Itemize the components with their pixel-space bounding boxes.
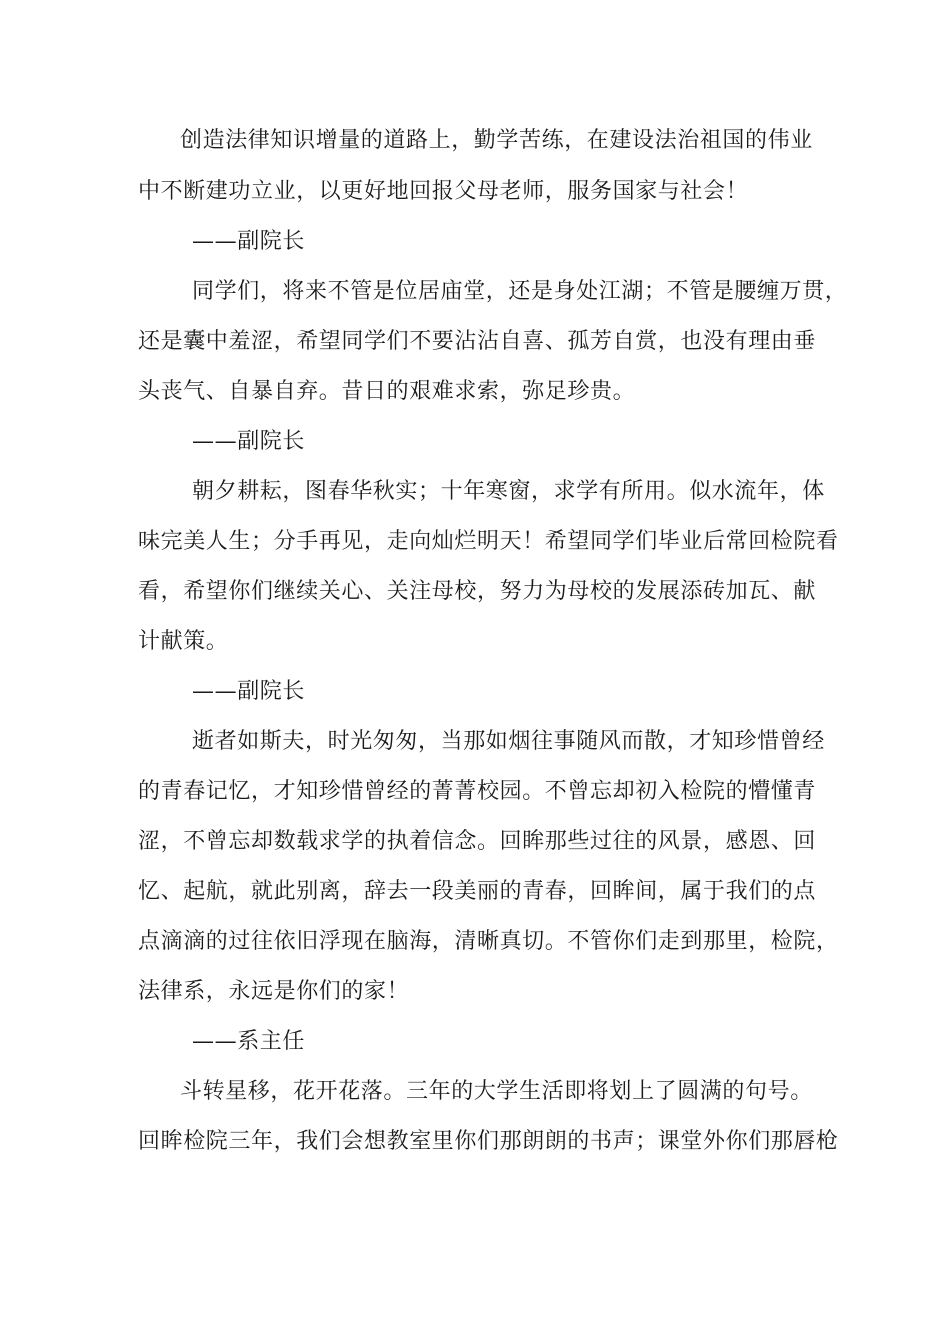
signature-line: ——副院长 <box>192 429 306 454</box>
paragraph-line: 法律系，永远是你们的家！ <box>138 979 410 1004</box>
paragraph-line: 头丧气、自暴自弃。昔日的艰难求索，弥足珍贵。 <box>138 379 636 404</box>
signature-line: ——副院长 <box>192 229 306 254</box>
paragraph-line: 逝者如斯夫，时光匆匆，当那如烟往事随风而散，才知珍惜曾经 <box>192 729 825 754</box>
paragraph-line: 涩，不曾忘却数载求学的执着信念。回眸那些过往的风景，感恩、回 <box>138 829 817 854</box>
paragraph-line: 朝夕耕耘，图春华秋实；十年寒窗，求学有所用。似水流年，体 <box>192 479 825 504</box>
paragraph-line: 还是囊中羞涩，希望同学们不要沾沾自喜、孤芳自赏，也没有理由垂 <box>138 329 817 354</box>
paragraph-line: 斗转星移，花开花落。三年的大学生活即将划上了圆满的句号。 <box>180 1079 813 1104</box>
signature-line: ——副院长 <box>192 679 306 704</box>
paragraph-line: 味完美人生；分手再见，走向灿烂明天！希望同学们毕业后常回检院看 <box>138 529 839 554</box>
paragraph-line: 的青春记忆，才知珍惜曾经的菁菁校园。不曾忘却初入检院的懵懂青 <box>138 779 817 804</box>
paragraph-line: 回眸检院三年，我们会想教室里你们那朗朗的书声；课堂外你们那唇枪 <box>138 1129 839 1154</box>
signature-line: ——系主任 <box>192 1029 306 1054</box>
paragraph-line: 计献策。 <box>138 629 229 654</box>
paragraph-line: 同学们，将来不管是位居庙堂，还是身处江湖；不管是腰缠万贯， <box>192 279 848 304</box>
paragraph-line: 忆、起航，就此别离，辞去一段美丽的青春，回眸间，属于我们的点 <box>138 879 817 904</box>
paragraph-line: 看，希望你们继续关心、关注母校，努力为母校的发展添砖加瓦、献 <box>138 579 817 604</box>
paragraph-line: 点滴滴的过往依旧浮现在脑海，清晰真切。不管你们走到那里，检院， <box>138 929 839 954</box>
paragraph-line: 中不断建功立业，以更好地回报父母老师，服务国家与社会！ <box>138 179 749 204</box>
paragraph-line: 创造法律知识增量的道路上，勤学苦练，在建设法治祖国的伟业 <box>180 128 813 153</box>
